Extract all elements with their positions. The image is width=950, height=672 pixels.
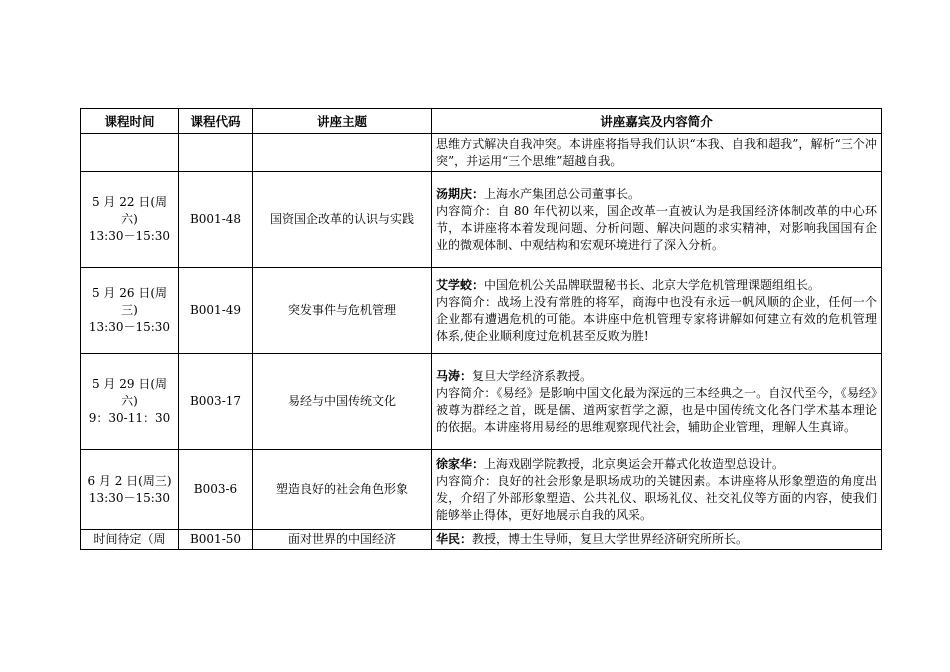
table-row — [81, 530, 882, 550]
speaker-intro — [432, 450, 882, 530]
course-code: B001-49 — [179, 268, 253, 354]
speaker-intro — [432, 268, 882, 354]
header-course-code: 课程代码 — [179, 109, 253, 134]
lecture-topic: 塑造良好的社会角色形象 — [253, 450, 432, 530]
content-intro: 思维方式解决自我冲突。本讲座将指导我们认识“本我、自我和超我”，解析“三个冲突”，并运用“三个思维”超越自我。 — [436, 136, 877, 168]
content-intro: 内容简介：《易经》是影响中国文化最为深远的三本经典之一。自汉代至今，《易经》被尊为群经之首，既是儒、道两家哲学之源，也是中国传统文化各门学术基本理论的依据。本讲座将用易经的思维观察现代社会，辅助企业管理，理解人生真谛。 — [436, 385, 877, 434]
table-row — [81, 268, 882, 354]
header-speaker-intro: 讲座嘉宾及内容简介 — [432, 109, 882, 134]
speaker-intro — [432, 354, 882, 450]
content-intro: 内容简介：自 80 年代初以来，国企改革一直被认为是我国经济体制改革的中心环节，本讲座将本着发现问题、分析问题、解决问题的求实精神，对影响我国国有企业的微观体制、中观结构和宏观环境进行了深入分析。 — [436, 203, 877, 252]
course-code: B001-50 — [179, 530, 253, 550]
lecture-topic — [253, 134, 432, 172]
speaker-role: 教授，博士生导师，复旦大学世界经济研究所所长。 — [472, 532, 749, 546]
course-code: B003-17 — [179, 354, 253, 450]
speaker-role: 复旦大学经济系教授。 — [472, 368, 593, 383]
lecture-topic: 国资国企改革的认识与实践 — [253, 172, 432, 268]
lecture-topic: 面对世界的中国经济 — [253, 530, 432, 550]
speaker-intro — [432, 172, 882, 268]
lecture-topic: 易经与中国传统文化 — [253, 354, 432, 450]
speaker-name: 汤期庆： — [436, 186, 485, 201]
speaker-name: 马涛： — [436, 368, 473, 383]
course-time: 6 月 2 日(周三) 13:30－15:30 — [81, 450, 179, 530]
speaker-role: 上海水产集团总公司董事长。 — [484, 186, 641, 201]
content-intro: 内容简介：良好的社会形象是职场成功的关键因素。本讲座将从形象塑造的角度出发，介绍了外部形象塑造、公共礼仪、职场礼仪、社交礼仪等方面的内容，使我们能够举止得体，更好地展示自我的风采。 — [436, 473, 877, 522]
header-course-time: 课程时间 — [81, 109, 179, 134]
speaker-name: 徐家华： — [436, 456, 485, 471]
speaker-role: 中国危机公关品牌联盟秘书长、北京大学危机管理课题组组长。 — [484, 277, 821, 292]
speaker-name: 艾学蛟： — [436, 277, 485, 292]
table-header-row — [81, 109, 882, 134]
speaker-intro — [432, 134, 882, 172]
speaker-name: 华民： — [436, 532, 473, 546]
header-lecture-topic: 讲座主题 — [253, 109, 432, 134]
table-row — [81, 172, 882, 268]
course-code: B003-6 — [179, 450, 253, 530]
table-row — [81, 450, 882, 530]
course-time: 5 月 22 日(周六) 13:30－15:30 — [81, 172, 179, 268]
table-row — [81, 354, 882, 450]
course-time: 时间待定（周 — [81, 530, 179, 550]
speaker-role: 上海戏剧学院教授，北京奥运会开幕式化妆造型总设计。 — [484, 456, 785, 471]
content-intro: 内容简介：战场上没有常胜的将军，商海中也没有永远一帆风顺的企业，任何一个企业都有遭遇危机的可能。本讲座中危机管理专家将讲解如何建立有效的危机管理体系,使企业顺利度过危机甚至反败为胜! — [436, 294, 877, 343]
table-row — [81, 134, 882, 172]
course-time: 5 月 29 日(周六) 9：30-11：30 — [81, 354, 179, 450]
course-time — [81, 134, 179, 172]
lecture-topic: 突发事件与危机管理 — [253, 268, 432, 354]
lecture-schedule-table — [80, 108, 882, 550]
course-code: B001-48 — [179, 172, 253, 268]
speaker-intro — [432, 530, 882, 550]
course-code — [179, 134, 253, 172]
course-time: 5 月 26 日(周三) 13:30－15:30 — [81, 268, 179, 354]
